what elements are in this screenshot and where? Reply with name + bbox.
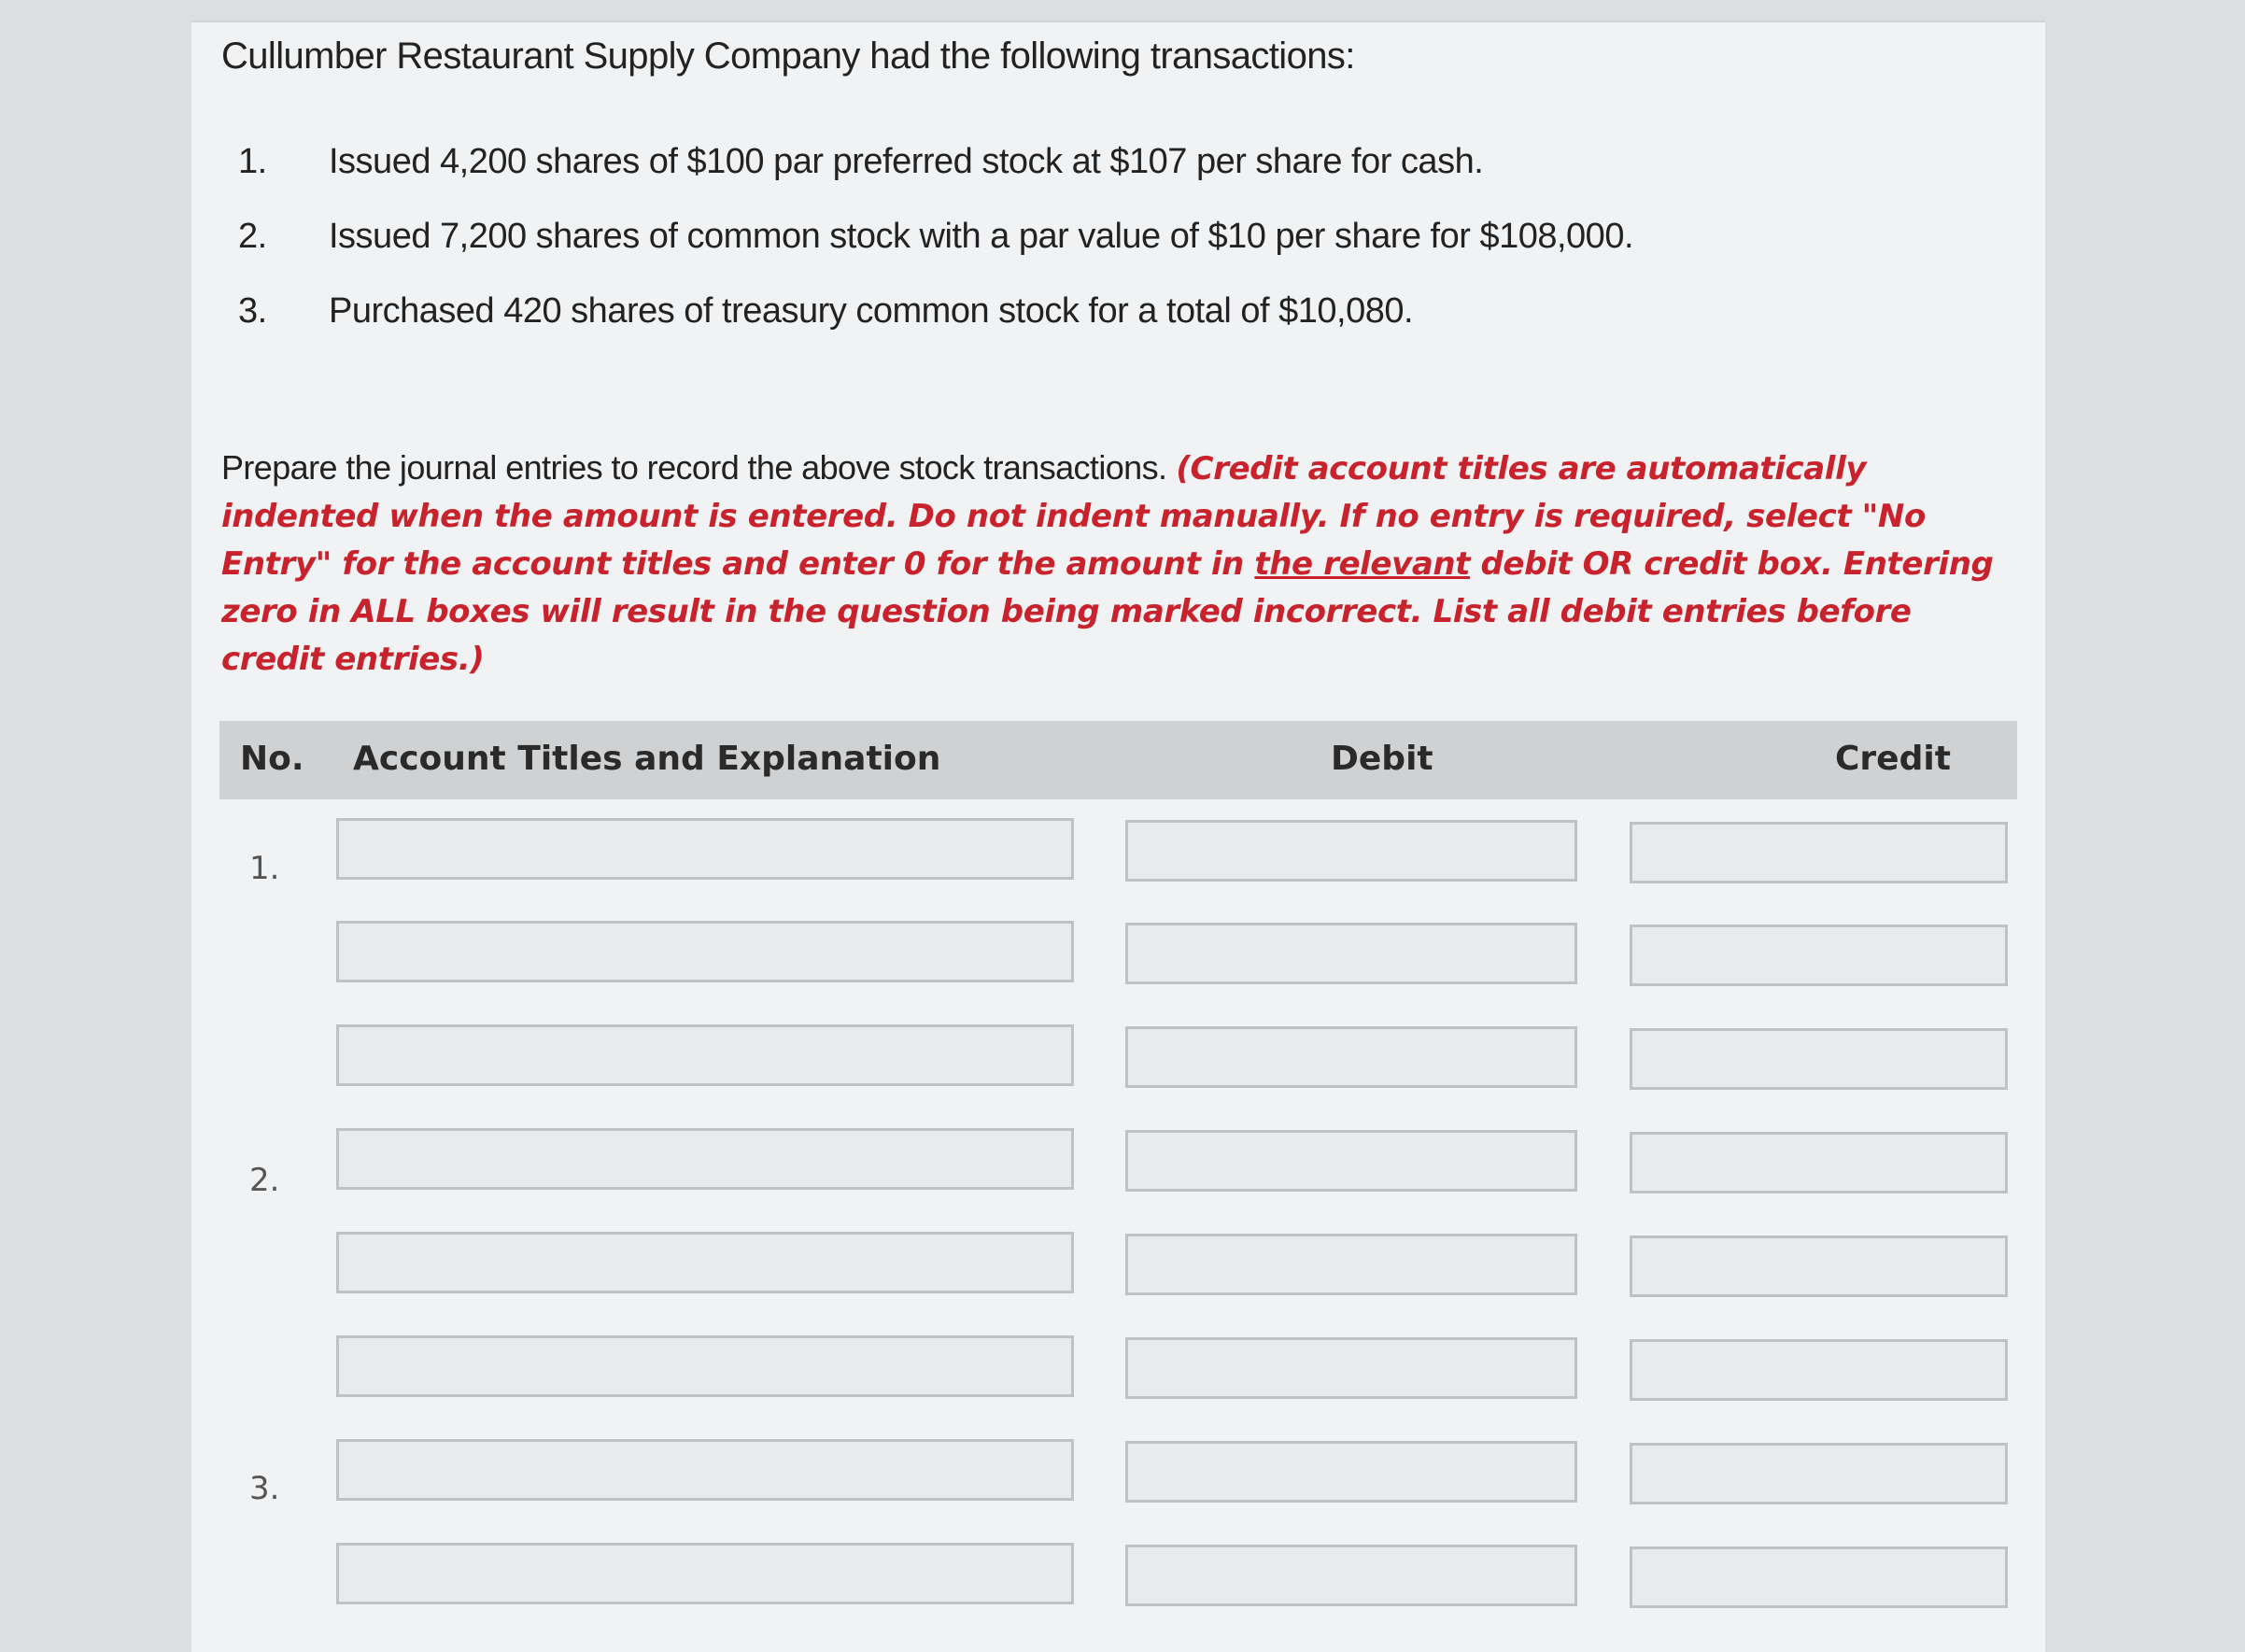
header-credit: Credit (1835, 740, 1951, 778)
debit-input[interactable] (1125, 1337, 1577, 1399)
question-intro: Cullumber Restaurant Supply Company had the following transactions: (221, 35, 1355, 77)
header-account-titles: Account Titles and Explanation (353, 740, 941, 778)
entry-number-3: 3. (249, 1470, 280, 1507)
entry-number-1: 1. (249, 850, 280, 887)
instructions-note-part2: debit OR credit box. Entering zero in ALL boxes will result in the question being marked incorrect. List all debit entries before credit entries.) (221, 545, 1994, 678)
transaction-number: 3. (238, 291, 267, 331)
account-title-input[interactable] (336, 1128, 1074, 1190)
debit-input[interactable] (1125, 1026, 1577, 1088)
instructions-text: Prepare the journal entries to record the above stock transactions. (221, 448, 1167, 487)
credit-input[interactable] (1630, 1339, 2008, 1401)
debit-input[interactable] (1125, 820, 1577, 882)
transaction-text: Issued 7,200 shares of common stock with a par value of $10 per share for $108,000. (329, 217, 1634, 256)
credit-input[interactable] (1630, 1546, 2008, 1608)
account-title-input[interactable] (336, 1232, 1074, 1293)
debit-input[interactable] (1125, 923, 1577, 984)
account-title-input[interactable] (336, 1439, 1074, 1501)
instructions-note-part1: (Credit account titles are automatically indented when the amount is entered. Do not indent manually. If no entry is required, select "No Entry" for the account titles and enter 0 for the amount in (221, 450, 1926, 583)
transaction-number: 2. (238, 217, 267, 256)
account-title-input[interactable] (336, 818, 1074, 880)
instructions-note-underlined: the relevant (1254, 545, 1471, 583)
account-title-input[interactable] (336, 1024, 1074, 1086)
debit-input[interactable] (1125, 1545, 1577, 1606)
account-title-input[interactable] (336, 1335, 1074, 1397)
journal-table-header (219, 721, 2017, 799)
credit-input[interactable] (1630, 1028, 2008, 1090)
account-title-input[interactable] (336, 921, 1074, 982)
header-debit: Debit (1331, 740, 1433, 778)
debit-input[interactable] (1125, 1130, 1577, 1192)
debit-input[interactable] (1125, 1234, 1577, 1295)
transaction-text: Purchased 420 shares of treasury common stock for a total of $10,080. (329, 291, 1414, 331)
question-page (191, 21, 2045, 1652)
credit-input[interactable] (1630, 925, 2008, 986)
credit-input[interactable] (1630, 1132, 2008, 1193)
transaction-text: Issued 4,200 shares of $100 par preferred stock at $107 per share for cash. (329, 142, 1484, 181)
debit-input[interactable] (1125, 1441, 1577, 1503)
header-no: No. (240, 740, 304, 778)
entry-number-2: 2. (249, 1162, 280, 1199)
account-title-input[interactable] (336, 1543, 1074, 1604)
credit-input[interactable] (1630, 1235, 2008, 1297)
instructions (221, 445, 2024, 683)
credit-input[interactable] (1630, 1443, 2008, 1504)
credit-input[interactable] (1630, 822, 2008, 883)
transaction-number: 1. (238, 142, 267, 181)
